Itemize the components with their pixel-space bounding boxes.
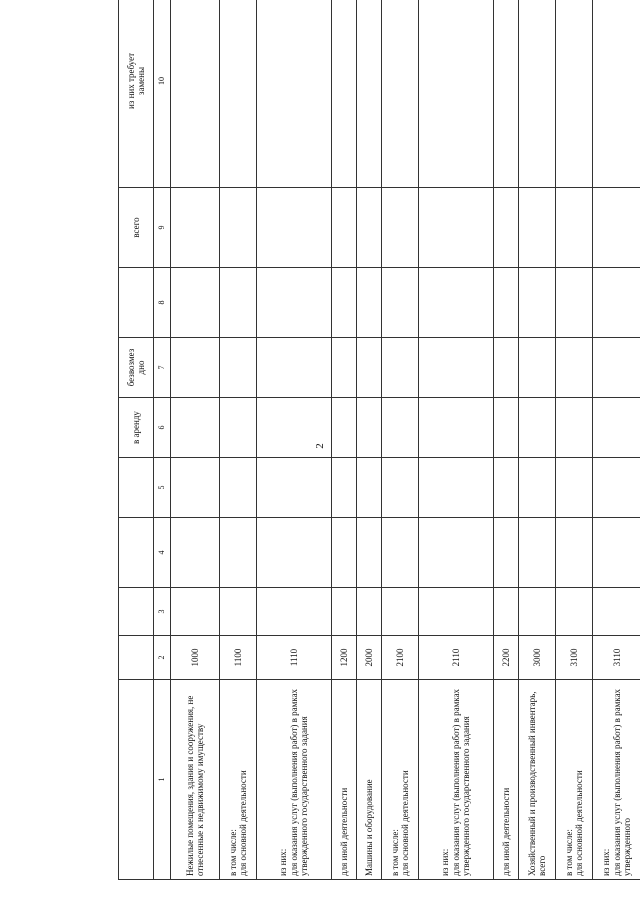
empty-cell bbox=[357, 0, 382, 188]
empty-cell bbox=[332, 588, 357, 636]
empty-cell bbox=[556, 458, 593, 518]
rotated-table-scan bbox=[118, 0, 640, 880]
row-label: в том числе: для основной деятельности bbox=[220, 680, 257, 880]
header-cell-4 bbox=[119, 518, 154, 588]
empty-cell bbox=[593, 588, 640, 636]
row-code: 3100 bbox=[556, 636, 593, 680]
empty-cell bbox=[593, 0, 640, 188]
header-cell-2 bbox=[119, 636, 154, 680]
table-row bbox=[357, 0, 382, 880]
empty-cell bbox=[593, 338, 640, 398]
empty-cell bbox=[419, 268, 494, 338]
empty-cell bbox=[382, 338, 419, 398]
header-cell-8 bbox=[119, 268, 154, 338]
empty-cell bbox=[519, 338, 556, 398]
empty-cell bbox=[519, 518, 556, 588]
empty-cell bbox=[419, 518, 494, 588]
empty-cell bbox=[382, 518, 419, 588]
empty-cell bbox=[257, 0, 332, 188]
property-table bbox=[118, 0, 640, 880]
empty-cell bbox=[382, 588, 419, 636]
header-cell-7: безвозмез дно bbox=[119, 338, 154, 398]
row-code: 3000 bbox=[519, 636, 556, 680]
row-code: 3110 bbox=[593, 636, 640, 680]
empty-cell bbox=[593, 188, 640, 268]
empty-cell bbox=[171, 588, 220, 636]
row-label: для иной деятельности bbox=[332, 680, 357, 880]
empty-cell bbox=[494, 338, 519, 398]
empty-cell bbox=[257, 588, 332, 636]
empty-cell bbox=[257, 268, 332, 338]
row-label: из них: для оказания услуг (выполнения работ) в рамках утвержденного государственного задания bbox=[257, 680, 332, 880]
empty-cell bbox=[494, 268, 519, 338]
empty-cell bbox=[556, 518, 593, 588]
column-number: 8 bbox=[154, 268, 171, 338]
empty-cell bbox=[556, 338, 593, 398]
row-label: Нежилые помещения, здания и сооружения, не отнесенные к недвижимому имуществу bbox=[171, 680, 220, 880]
empty-cell bbox=[220, 458, 257, 518]
empty-cell bbox=[494, 188, 519, 268]
header-row bbox=[119, 0, 154, 880]
row-label: из них: для оказания услуг (выполнения работ) в рамках утвержденного bbox=[593, 680, 640, 880]
header-cell-5 bbox=[119, 458, 154, 518]
empty-cell bbox=[494, 458, 519, 518]
table-row bbox=[332, 0, 357, 880]
empty-cell bbox=[357, 268, 382, 338]
table-row bbox=[494, 0, 519, 880]
row-label: Машины и оборудование bbox=[357, 680, 382, 880]
empty-cell bbox=[382, 398, 419, 458]
table-row bbox=[593, 0, 640, 880]
empty-cell bbox=[556, 398, 593, 458]
empty-cell bbox=[332, 268, 357, 338]
empty-cell bbox=[220, 0, 257, 188]
empty-cell bbox=[257, 398, 332, 458]
page-number: 2 bbox=[314, 443, 326, 449]
table-row bbox=[382, 0, 419, 880]
empty-cell bbox=[257, 458, 332, 518]
empty-cell bbox=[593, 398, 640, 458]
empty-cell bbox=[171, 458, 220, 518]
empty-cell bbox=[171, 398, 220, 458]
column-number: 10 bbox=[154, 0, 171, 188]
empty-cell bbox=[556, 188, 593, 268]
empty-cell bbox=[332, 338, 357, 398]
empty-cell bbox=[519, 458, 556, 518]
empty-cell bbox=[419, 188, 494, 268]
empty-cell bbox=[382, 268, 419, 338]
empty-cell bbox=[419, 458, 494, 518]
empty-cell bbox=[593, 268, 640, 338]
empty-cell bbox=[332, 188, 357, 268]
column-number: 7 bbox=[154, 338, 171, 398]
row-label: в том числе: для основной деятельности bbox=[556, 680, 593, 880]
row-code: 1000 bbox=[171, 636, 220, 680]
empty-cell bbox=[519, 0, 556, 188]
empty-cell bbox=[419, 588, 494, 636]
column-number: 3 bbox=[154, 588, 171, 636]
row-code: 2110 bbox=[419, 636, 494, 680]
empty-cell bbox=[593, 458, 640, 518]
header-cell-9: всего bbox=[119, 188, 154, 268]
empty-cell bbox=[220, 188, 257, 268]
column-number: 6 bbox=[154, 398, 171, 458]
empty-cell bbox=[494, 588, 519, 636]
row-code: 2000 bbox=[357, 636, 382, 680]
column-number: 5 bbox=[154, 458, 171, 518]
table-row bbox=[419, 0, 494, 880]
empty-cell bbox=[171, 518, 220, 588]
row-code: 1110 bbox=[257, 636, 332, 680]
header-cell-6: в аренду bbox=[119, 398, 154, 458]
empty-cell bbox=[171, 188, 220, 268]
row-label: в том числе: для основной деятельности bbox=[382, 680, 419, 880]
row-label: из них: для оказания услуг (выполнения работ) в рамках утвержденного государственного задания bbox=[419, 680, 494, 880]
empty-cell bbox=[171, 268, 220, 338]
empty-cell bbox=[357, 518, 382, 588]
column-number: 9 bbox=[154, 188, 171, 268]
empty-cell bbox=[332, 398, 357, 458]
empty-cell bbox=[519, 398, 556, 458]
empty-cell bbox=[257, 518, 332, 588]
empty-cell bbox=[382, 458, 419, 518]
empty-cell bbox=[220, 338, 257, 398]
row-code: 1100 bbox=[220, 636, 257, 680]
column-number: 1 bbox=[154, 680, 171, 880]
empty-cell bbox=[357, 588, 382, 636]
empty-cell bbox=[494, 0, 519, 188]
empty-cell bbox=[171, 338, 220, 398]
column-number: 4 bbox=[154, 518, 171, 588]
header-cell-3 bbox=[119, 588, 154, 636]
empty-cell bbox=[357, 458, 382, 518]
empty-cell bbox=[171, 0, 220, 188]
table-row bbox=[556, 0, 593, 880]
empty-cell bbox=[257, 338, 332, 398]
header-cell-10: из них требует замены bbox=[119, 0, 154, 188]
empty-cell bbox=[519, 188, 556, 268]
empty-cell bbox=[382, 0, 419, 188]
empty-cell bbox=[332, 458, 357, 518]
row-label: Хозяйственный и производственный инвентарь, всего bbox=[519, 680, 556, 880]
empty-cell bbox=[556, 588, 593, 636]
empty-cell bbox=[419, 0, 494, 188]
empty-cell bbox=[382, 188, 419, 268]
empty-cell bbox=[419, 338, 494, 398]
row-code: 2100 bbox=[382, 636, 419, 680]
empty-cell bbox=[556, 0, 593, 188]
empty-cell bbox=[257, 188, 332, 268]
empty-cell bbox=[357, 338, 382, 398]
empty-cell bbox=[220, 398, 257, 458]
column-number-row bbox=[154, 0, 171, 880]
empty-cell bbox=[357, 188, 382, 268]
empty-cell bbox=[556, 268, 593, 338]
empty-cell bbox=[220, 268, 257, 338]
header-cell-1 bbox=[119, 680, 154, 880]
empty-cell bbox=[332, 518, 357, 588]
empty-cell bbox=[494, 398, 519, 458]
row-code: 2200 bbox=[494, 636, 519, 680]
empty-cell bbox=[519, 268, 556, 338]
table-row bbox=[171, 0, 220, 880]
empty-cell bbox=[220, 518, 257, 588]
empty-cell bbox=[519, 588, 556, 636]
empty-cell bbox=[593, 518, 640, 588]
empty-cell bbox=[220, 588, 257, 636]
row-label: для иной деятельности bbox=[494, 680, 519, 880]
empty-cell bbox=[494, 518, 519, 588]
table-row bbox=[519, 0, 556, 880]
empty-cell bbox=[357, 398, 382, 458]
column-number: 2 bbox=[154, 636, 171, 680]
table-row bbox=[220, 0, 257, 880]
empty-cell bbox=[332, 0, 357, 188]
table-row bbox=[257, 0, 332, 880]
row-code: 1200 bbox=[332, 636, 357, 680]
empty-cell bbox=[419, 398, 494, 458]
